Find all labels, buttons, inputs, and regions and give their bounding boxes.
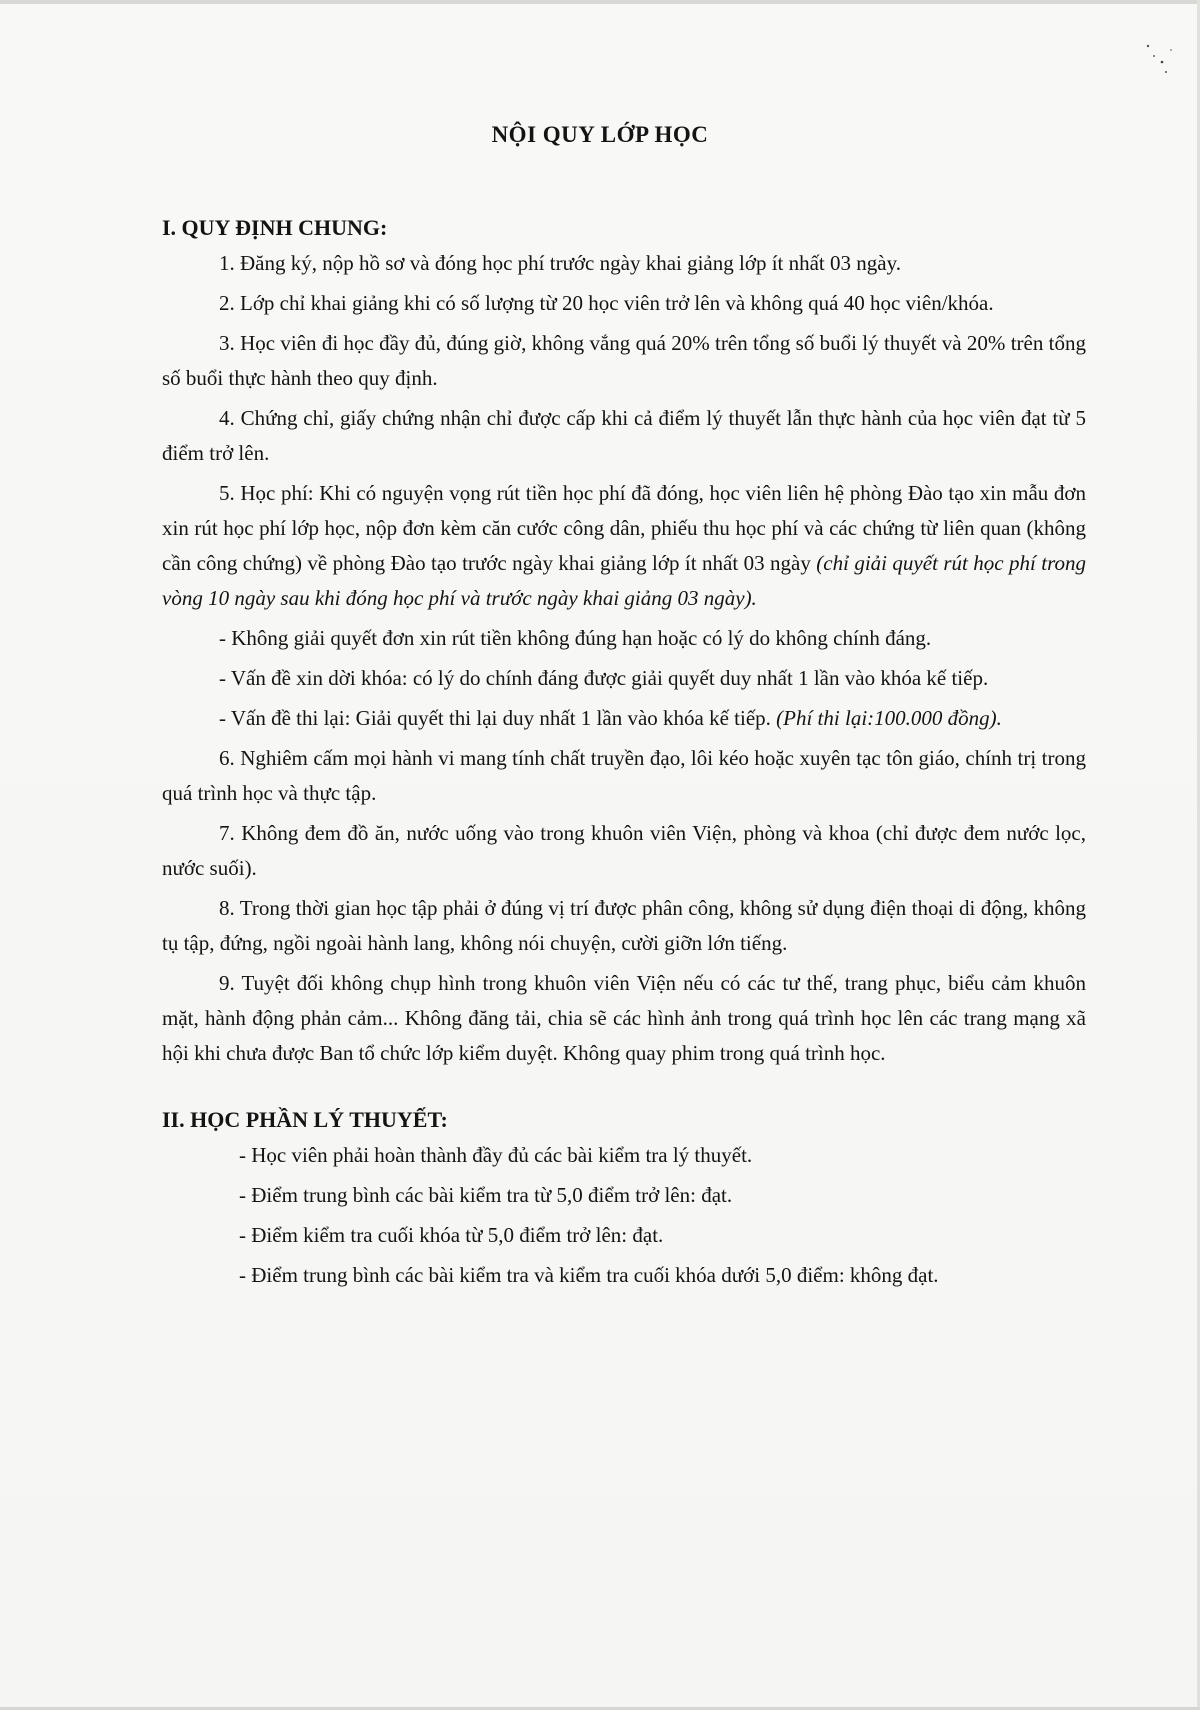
- theory-item: - Điểm kiểm tra cuối khóa từ 5,0 điểm trở lên: đạt.: [239, 1223, 664, 1247]
- rule-5: [162, 476, 1086, 616]
- scan-specks-icon: [1140, 40, 1180, 80]
- rule-2: 2. Lớp chỉ khai giảng khi có số lượng từ 20 học viên trở lên và không quá 40 học viên/khóa.: [219, 291, 994, 315]
- rule-5-text: 5. Học phí: Khi có nguyện vọng rút tiền học phí đã đóng, học viên liên hệ phòng Đào tạo xin mẫu đơn xin rút học phí lớp học, nộp đơn kèm căn cước công dân, phiếu thu học phí và các chứng từ liên quan (không cần công chứng) về phòng Đào tạo trước ngày khai giảng lớp ít nhất 03 ngày: [162, 481, 1086, 575]
- rule-7: 7. Không đem đồ ăn, nước uống vào trong khuôn viên Viện, phòng và khoa (chỉ được đem nước lọc, nước suối).: [162, 821, 1086, 880]
- rule-6: 6. Nghiêm cấm mọi hành vi mang tính chất truyền đạo, lôi kéo hoặc xuyên tạc tôn giáo, chính trị trong quá trình học và thực tập.: [162, 746, 1086, 805]
- theory-item: - Học viên phải hoàn thành đầy đủ các bài kiểm tra lý thuyết.: [239, 1143, 753, 1167]
- rule-3: 3. Học viên đi học đầy đủ, đúng giờ, không vắng quá 20% trên tổng số buổi lý thuyết và 20% trên tổng số buổi thực hành theo quy định.: [162, 331, 1086, 390]
- rule-5-sub-c-text: - Vấn đề thi lại: Giải quyết thi lại duy nhất 1 lần vào khóa kế tiếp.: [219, 706, 771, 730]
- document-title: NỘI QUY LỚP HỌC: [491, 122, 709, 147]
- document-body: [162, 210, 1086, 1298]
- rule-9: 9. Tuyệt đối không chụp hình trong khuôn viên Viện nếu có các tư thế, trang phục, biểu cảm khuôn mặt, hành động phản cảm... Không đăng tải, chia sẽ các hình ảnh trong quá trình học lên các trang mạng xã hội khi chưa được Ban tổ chức lớp kiểm duyệt. Không quay phim trong quá trình học.: [162, 971, 1086, 1065]
- theory-item: - Điểm trung bình các bài kiểm tra và kiểm tra cuối khóa dưới 5,0 điểm: không đạt.: [239, 1263, 939, 1287]
- rule-5-sub-c-italic-note: (Phí thi lại:100.000 đồng).: [770, 706, 1002, 730]
- rule-1: 1. Đăng ký, nộp hồ sơ và đóng học phí trước ngày khai giảng lớp ít nhất 03 ngày.: [219, 251, 901, 275]
- rule-8: 8. Trong thời gian học tập phải ở đúng vị trí được phân công, không sử dụng điện thoại di động, không tụ tập, đứng, ngồi ngoài hành lang, không nói chuyện, cười giỡn lớn tiếng.: [162, 896, 1086, 955]
- section-gap: [162, 1076, 1086, 1102]
- rule-5-sub-b: - Vấn đề xin dời khóa: có lý do chính đáng được giải quyết duy nhất 1 lần vào khóa kế tiếp.: [219, 666, 989, 690]
- rule-4: 4. Chứng chỉ, giấy chứng nhận chỉ được cấp khi cả điểm lý thuyết lẫn thực hành của học viên đạt từ 5 điểm trở lên.: [162, 406, 1086, 465]
- section-heading-general-rules: I. QUY ĐỊNH CHUNG:: [162, 215, 388, 240]
- rule-5-sub-a: - Không giải quyết đơn xin rút tiền không đúng hạn hoặc có lý do không chính đáng.: [219, 626, 932, 650]
- rule-5-sub-c: [162, 701, 1086, 736]
- scan-edge-top: [0, 0, 1200, 4]
- section-heading-theory: II. HỌC PHẦN LÝ THUYẾT:: [162, 1107, 448, 1132]
- rule-5-italic-note: (chỉ giải quyết rút học phí trong vòng 10 ngày sau khi đóng học phí và trước ngày khai giảng 03 ngày).: [162, 551, 1086, 610]
- theory-item: - Điểm trung bình các bài kiểm tra từ 5,0 điểm trở lên: đạt.: [239, 1183, 733, 1207]
